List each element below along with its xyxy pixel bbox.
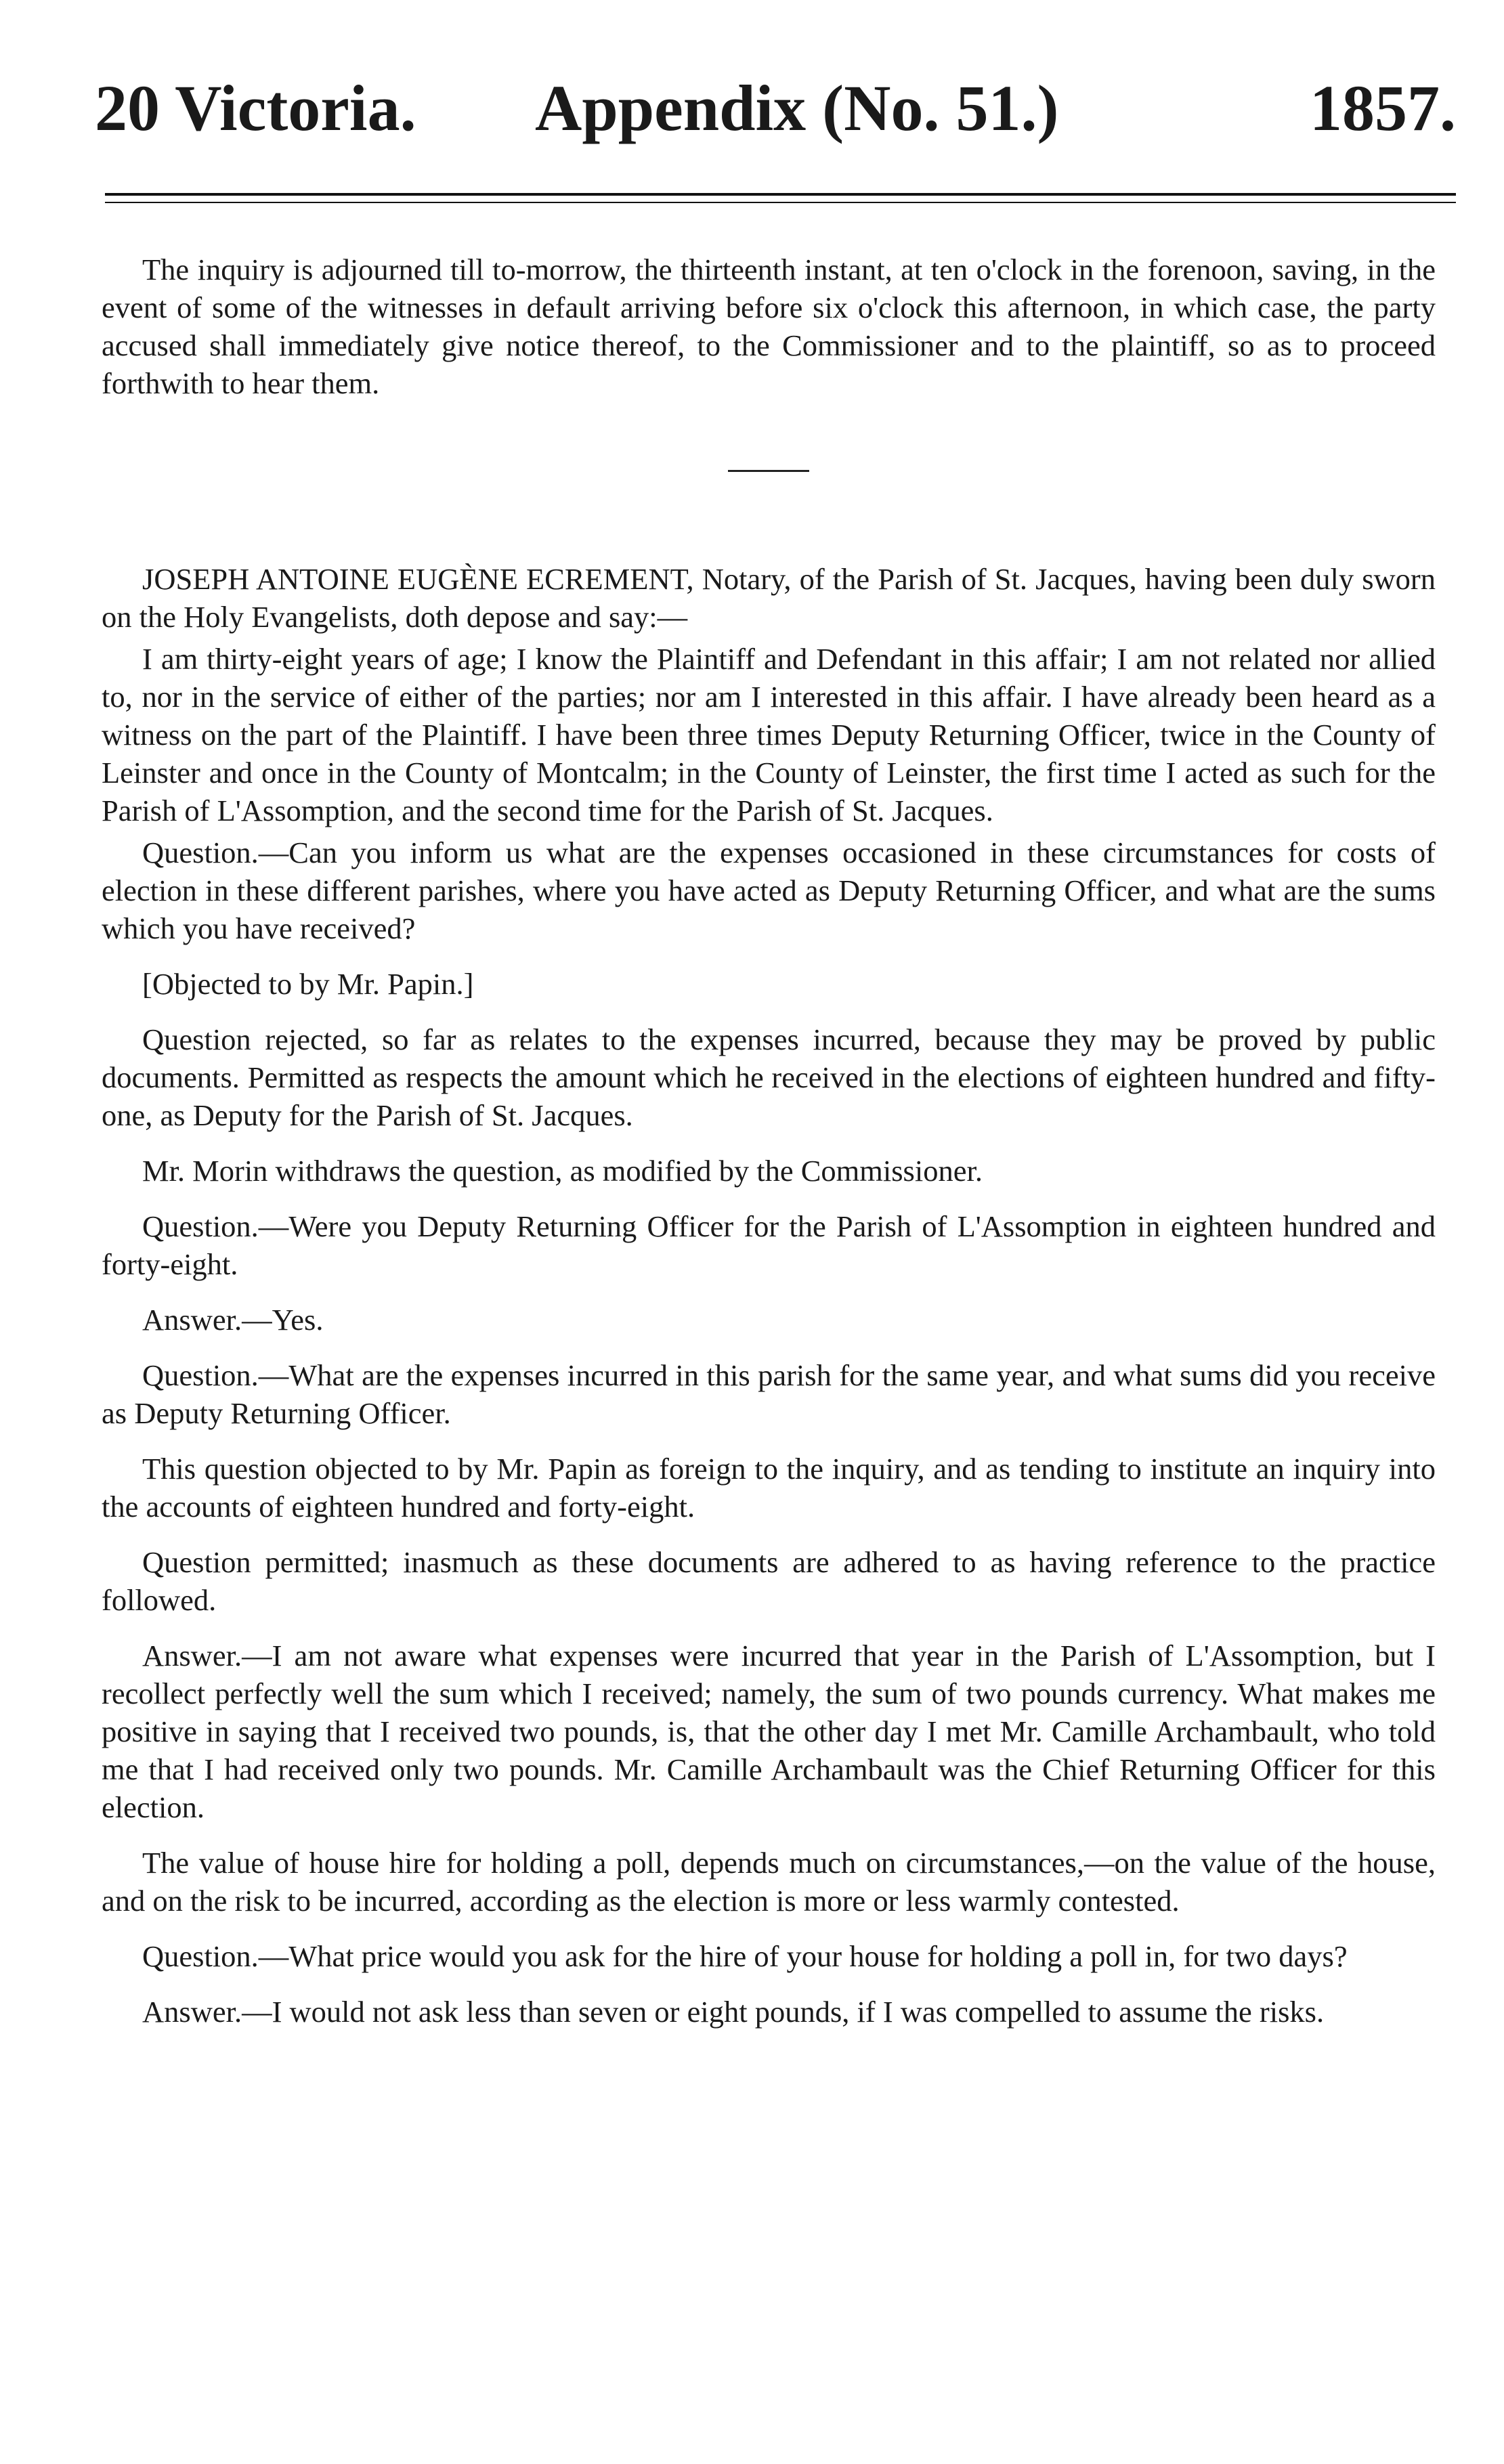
paragraph-house-hire: The value of house hire for holding a poll, depends much on circumstances,—on the value of the house, and on the risk to be incurred, according as the election is more or less warmly contested. bbox=[102, 1846, 1436, 1918]
paragraph-ruling: Question rejected, so far as relates to the expenses incurred, because they may be proved by public documents. Permitted as respects the amount which he received in the elections of eighteen hundred and fifty-one, as Deputy for the Parish of St. Jacques. bbox=[102, 1022, 1436, 1132]
paragraph-objection: [Objected to by Mr. Papin.] bbox=[142, 967, 474, 1001]
header-rule-thick bbox=[105, 193, 1456, 196]
paragraph-answer-price: Answer.—I would not ask less than seven or eight pounds, if I was compelled to assume the risks. bbox=[142, 1995, 1325, 2029]
paragraph-answer-two-pounds: Answer.—I am not aware what expenses were incurred that year in the Parish of L'Assomption, but I recollect perfectly well the sum which I received; namely, the sum of two pounds currency. What makes me positive in saying that I received two pounds, is, that the other day I met Mr. Camille Archambault, who told me that I had received only two pounds. Mr. Camille Archambault was the Chief Returning Officer for this election. bbox=[102, 1639, 1436, 1824]
header-rule-thin bbox=[105, 202, 1456, 203]
paragraph-question-1848: Question.—Were you Deputy Returning Officer for the Parish of L'Assomption in eighteen hundred and forty-eight. bbox=[102, 1209, 1436, 1281]
section-divider bbox=[728, 470, 809, 472]
header-appendix: Appendix (No. 51.) bbox=[535, 72, 1059, 144]
paragraph-adjournment: The inquiry is adjourned till to-morrow, the thirteenth instant, at ten o'clock in the forenoon, saving, in the event of some of the witnesses in default arriving before six o'clock this afternoon, in which case, the party accused shall immediately give notice thereof, to the Commissioner and to the plaintiff, so as to proceed forthwith to hear them. bbox=[102, 253, 1436, 400]
body-text bbox=[102, 251, 1436, 2031]
paragraph-question-expenses: Question.—Can you inform us what are the expenses occasioned in these circumstances for costs of election in these different parishes, where you have acted as Deputy Returning Officer, and what are the sums which you have received? bbox=[102, 836, 1436, 945]
paragraph-question-price: Question.—What price would you ask for the hire of your house for holding a poll in, for two days? bbox=[142, 1939, 1348, 1973]
header-session: 20 Victoria. bbox=[95, 72, 416, 144]
paragraph-withdrawal: Mr. Morin withdraws the question, as modified by the Commissioner. bbox=[142, 1154, 983, 1188]
paragraph-permitted: Question permitted; inasmuch as these documents are adhered to as having reference to the practice followed. bbox=[102, 1545, 1436, 1617]
paragraph-answer-yes: Answer.—Yes. bbox=[142, 1303, 324, 1337]
paragraph-objection-foreign: This question objected to by Mr. Papin as foreign to the inquiry, and as tending to institute an inquiry into the accounts of eighteen hundred and forty-eight. bbox=[102, 1452, 1436, 1523]
paragraph-question-sums: Question.—What are the expenses incurred in this parish for the same year, and what sums did you receive as Deputy Returning Officer. bbox=[102, 1358, 1436, 1430]
header-year: 1857. bbox=[1310, 72, 1456, 144]
paragraph-witness-intro: JOSEPH ANTOINE EUGÈNE ECREMENT, Notary, of the Parish of St. Jacques, having been duly sworn on the Holy Evangelists, doth depose and say:— bbox=[102, 562, 1436, 634]
paragraph-testimony: I am thirty-eight years of age; I know the Plaintiff and Defendant in this affair; I am not related nor allied to, nor in the service of either of the parties; nor am I interested in this affair. I have already been heard as a witness on the part of the Plaintiff. I have been three times Deputy Returning Officer, twice in the County of Leinster and once in the County of Montcalm; in the County of Leinster, the first time I acted as such for the Parish of L'Assomption, and the second time for the Parish of St. Jacques. bbox=[102, 642, 1436, 827]
running-header bbox=[95, 64, 1456, 152]
